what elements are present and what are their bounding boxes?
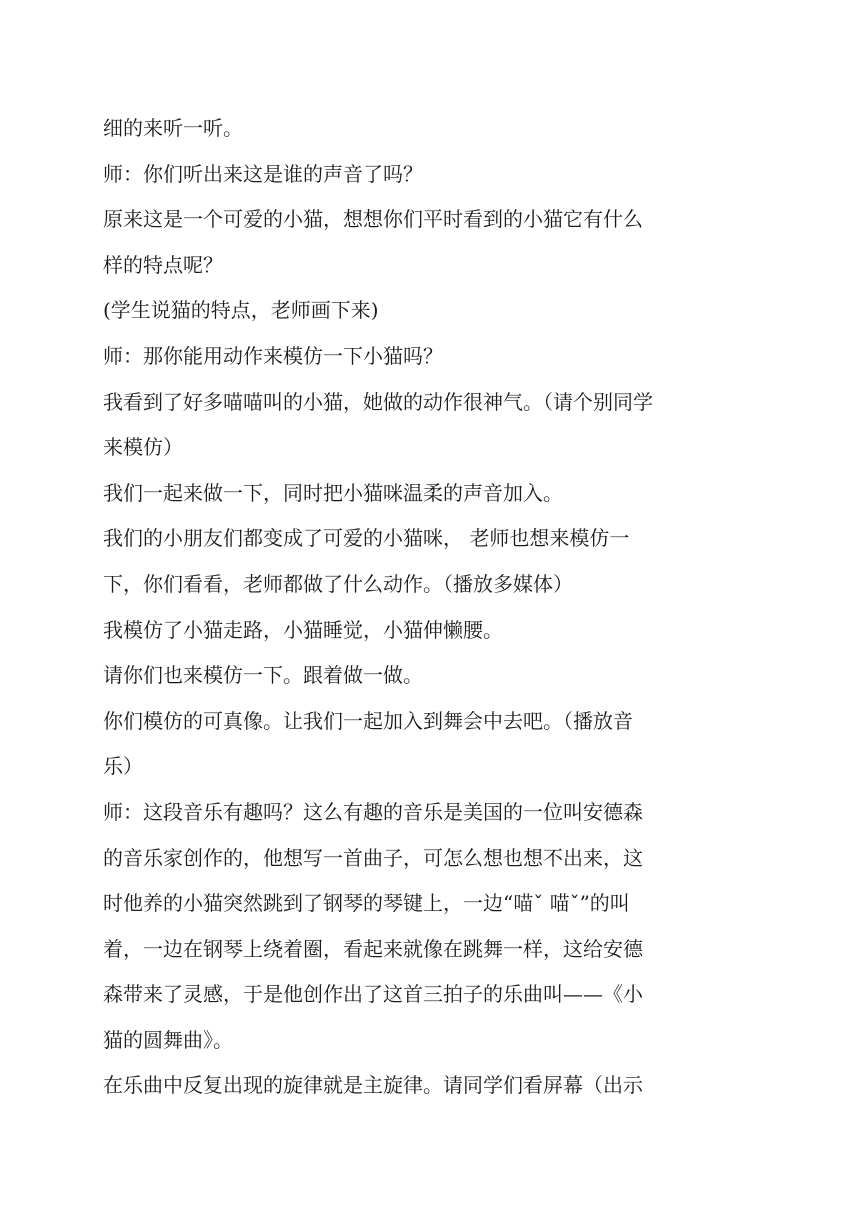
text-line: 我模仿了小猫走路，小猫睡觉，小猫伸懒腰。 bbox=[103, 617, 503, 642]
text-line: 下，你们看看，老师都做了什么动作。（播放多媒体） bbox=[103, 571, 573, 596]
text-line: 在乐曲中反复出现的旋律就是主旋律。请同学们看屏幕（出示 bbox=[103, 1073, 643, 1098]
text-line: 你们模仿的可真像。让我们一起加入到舞会中去吧。（播放音 bbox=[103, 708, 633, 733]
text-line: 时他养的小猫突然跳到了钢琴的琴键上，一边“喵ˇ 喵ˇ”的叫 bbox=[103, 891, 630, 916]
text-line: 原来这是一个可爱的小猫，想想你们平时看到的小猫它有什么 bbox=[103, 207, 643, 232]
text-line: 的音乐家创作的，他想写一首曲子，可怎么想也想不出来，这 bbox=[103, 845, 643, 870]
text-line: 乐） bbox=[103, 754, 143, 779]
text-line: 细的来听一听。 bbox=[103, 116, 243, 140]
text-line: 森带来了灵感，于是他创作出了这首三拍子的乐曲叫——《小 bbox=[103, 982, 643, 1007]
text-line: 样的特点呢？ bbox=[103, 252, 223, 277]
text-line: 来模仿） bbox=[103, 435, 183, 460]
text-line: 猫的圆舞曲》。 bbox=[103, 1027, 233, 1052]
text-line: 我们一起来做一下，同时把小猫咪温柔的声音加入。 bbox=[103, 480, 563, 505]
text-line: 请你们也来模仿一下。跟着做一做。 bbox=[103, 663, 423, 688]
text-line: 师：这段音乐有趣吗？这么有趣的音乐是美国的一位叫安德森 bbox=[103, 799, 643, 824]
text-line: (学生说猫的特点，老师画下来) bbox=[103, 298, 379, 323]
document-body bbox=[103, 106, 663, 1109]
text-line: 师：你们听出来这是谁的声音了吗？ bbox=[103, 161, 423, 186]
text-line: 着，一边在钢琴上绕着圈，看起来就像在跳舞一样，这给安德 bbox=[103, 936, 643, 961]
text-line: 我看到了好多喵喵叫的小猫，她做的动作很神气。（请个别同学 bbox=[103, 389, 653, 414]
text-line: 师：那你能用动作来模仿一下小猫吗？ bbox=[103, 343, 443, 368]
text-line: 我们的小朋友们都变成了可爱的小猫咪， 老师也想来模仿一 bbox=[103, 526, 630, 551]
